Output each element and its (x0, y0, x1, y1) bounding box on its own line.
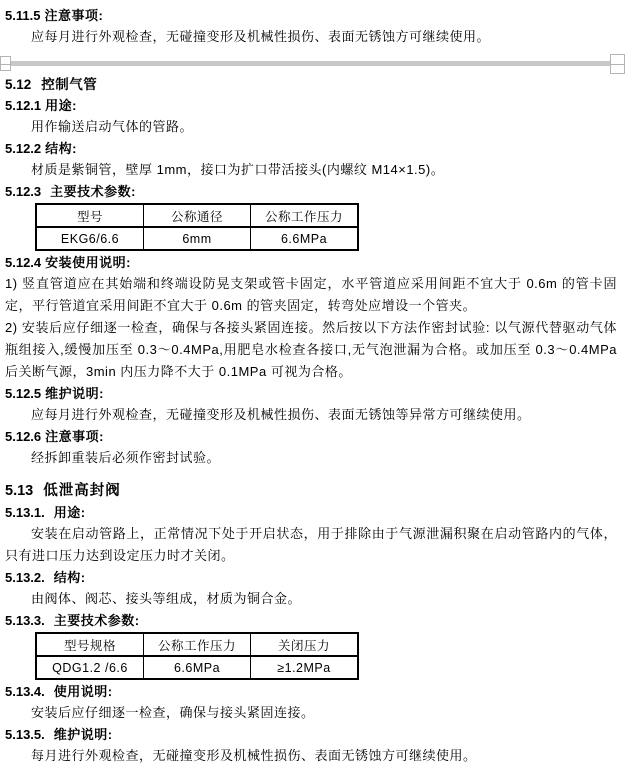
heading-number: 5.12.1 (5, 98, 42, 113)
section-heading-5-12-4 (5, 252, 617, 273)
section-heading-5-12-6 (5, 426, 617, 447)
heading-title: 使用说明: (53, 684, 113, 699)
heading-number: 5.13.4. (5, 684, 45, 699)
heading-number: 5.12.6 (5, 429, 42, 444)
heading-title: 结构: (53, 570, 86, 585)
paragraph: 由阀体、阀芯、接头等组成，材质为铜合金。 (31, 591, 302, 606)
heading-title: 主要技术参数: (53, 613, 140, 628)
page-break-divider[interactable] (0, 54, 625, 74)
heading-title: 用途: (45, 98, 77, 113)
heading-title: 维护说明: (45, 386, 104, 401)
heading-title: 低泄高封阀 (43, 483, 121, 499)
heading-number: 5.12.3 (5, 184, 42, 199)
section-heading-5-11-5 (5, 5, 617, 26)
table-cell: EKG6/6.6 (36, 227, 144, 250)
heading-number: 5.12.5 (5, 386, 42, 401)
table-cell: ≥1.2MPa (251, 656, 359, 679)
section-heading-5-12 (5, 75, 617, 95)
heading-number: 5.12 (5, 77, 32, 92)
section-heading-5-12-3 (5, 181, 617, 202)
heading-title: 注意事项: (44, 8, 104, 23)
page-break-marker-right-icon (610, 54, 625, 74)
heading-title: 用途: (53, 505, 86, 520)
section-heading-5-12-5 (5, 383, 617, 404)
heading-number: 5.13 (5, 483, 34, 499)
paragraph: 安装在启动管路上，正常情况下处于开启状态，用于排除由于气源泄漏积聚在启动管路内的气体，只有进口压力达到设定压力时才关闭。 (5, 526, 617, 563)
heading-number: 5.12.4 (5, 255, 42, 270)
table-header-cell: 型号规格 (36, 633, 144, 656)
paragraph: 1) 竖直管道应在其始端和终端设防晃支架或管卡固定，水平管道应采用间距不宜大于 0.6m 的管卡固定，平行管道宜采用间距不宜大于 0.6m 的管夹固定，转弯处应增设一个管夹。 (5, 276, 617, 313)
table-cell: QDG1.2 /6.6 (36, 656, 144, 679)
heading-number: 5.12.2 (5, 141, 42, 156)
heading-title: 主要技术参数: (50, 184, 136, 199)
table-header-cell: 公称通径 (144, 204, 251, 227)
section-heading-5-12-1 (5, 95, 617, 116)
table-cell: 6.6MPa (251, 227, 359, 250)
table-header-cell: 公称工作压力 (144, 633, 251, 656)
heading-title: 控制气管 (41, 77, 98, 92)
paragraph: 安装后应仔细逐一检查，确保与接头紧固连接。 (31, 705, 315, 720)
parameters-table-valve (35, 632, 359, 680)
page-break-marker-left-icon (0, 56, 11, 71)
parameters-table-control-pipe (35, 203, 359, 251)
heading-number: 5.13.3. (5, 613, 45, 628)
paragraph: 每月进行外观检查，无碰撞变形及机械性损伤、表面无锈蚀方可继续使用。 (31, 748, 477, 763)
table-header-row (36, 633, 358, 656)
paragraph: 用作输送启动气体的管路。 (31, 119, 194, 134)
section-heading-5-13 (5, 481, 617, 502)
section-heading-5-13-3 (5, 610, 617, 631)
section-heading-5-13-4 (5, 681, 617, 702)
heading-title: 结构: (45, 141, 77, 156)
table-header-row (36, 204, 358, 227)
section-heading-5-12-2 (5, 138, 617, 159)
section-heading-5-13-5 (5, 724, 617, 745)
paragraph: 2) 安装后应仔细逐一检查，确保与各接头紧固连接。然后按以下方法作密封试验: 以气源代替驱动气体瓶组接入,缓慢加压至 0.3～0.4MPa,用肥皂水检查各接口,无气泡泄漏为合格。或加压至 0.3～0.4MPa 后关断气源，3min 内压力降不大于 0.1MPa 可视为合格。 (5, 320, 617, 379)
heading-title: 安装使用说明: (45, 255, 131, 270)
section-heading-5-13-2 (5, 567, 617, 588)
paragraph: 经拆卸重装后必须作密封试验。 (31, 450, 221, 465)
heading-number: 5.13.2. (5, 570, 45, 585)
table-row (36, 656, 358, 679)
section-heading-5-13-1 (5, 502, 617, 523)
heading-number: 5.13.1. (5, 505, 45, 520)
table-header-cell: 关闭压力 (251, 633, 359, 656)
heading-number: 5.13.5. (5, 727, 45, 742)
page-break-line (0, 61, 625, 66)
table-row (36, 227, 358, 250)
table-cell: 6.6MPa (144, 656, 251, 679)
heading-title: 维护说明: (53, 727, 113, 742)
paragraph: 应每月进行外观检查，无碰撞变形及机械性损伤、表面无锈蚀等异常方可继续使用。 (31, 407, 531, 422)
heading-title: 注意事项: (45, 429, 104, 444)
table-header-cell: 公称工作压力 (251, 204, 359, 227)
table-header-cell: 型号 (36, 204, 144, 227)
table-cell: 6mm (144, 227, 251, 250)
paragraph: 应每月进行外观检查，无碰撞变形及机械性损伤、表面无锈蚀方可继续使用。 (31, 29, 491, 44)
heading-number: 5.11.5 (5, 8, 41, 23)
paragraph: 材质是紫铜管，壁厚 1mm，接口为扩口带活接头(内螺纹 M14×1.5)。 (31, 162, 445, 177)
